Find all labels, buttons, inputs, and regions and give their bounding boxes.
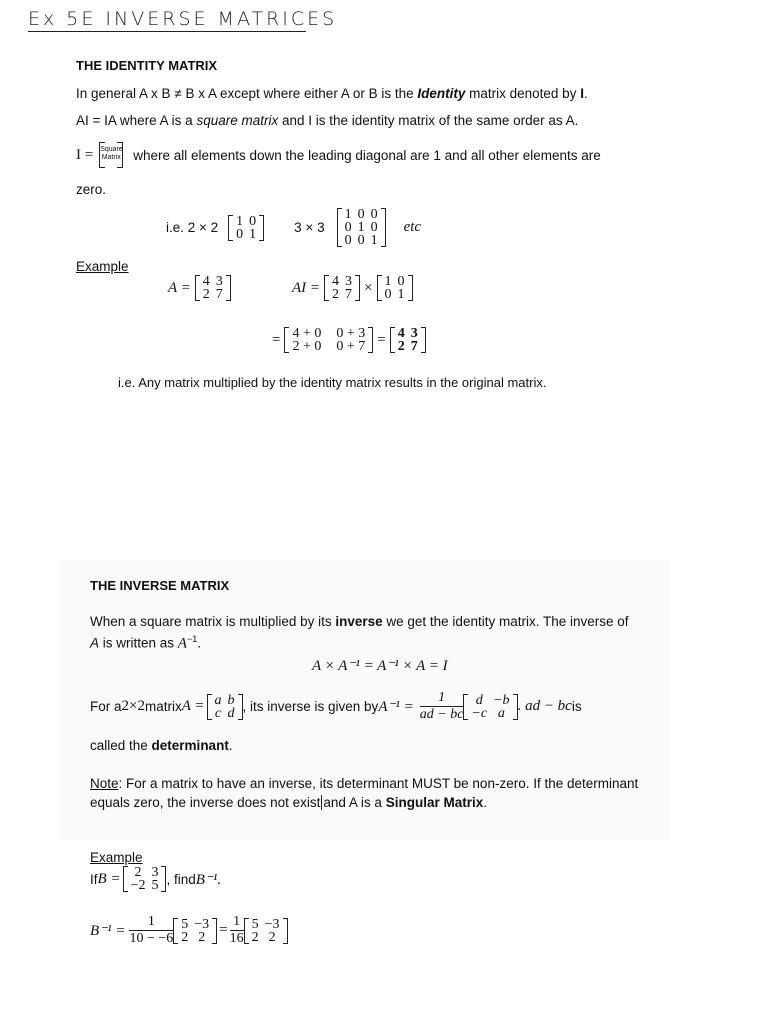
- inverse-title: THE INVERSE MATRIX: [90, 578, 230, 593]
- identity-line4: zero.: [76, 182, 107, 197]
- matrix-I3: [337, 208, 386, 247]
- matrix-result: [390, 327, 426, 353]
- identity-def-row: [76, 142, 601, 168]
- cell: 0: [357, 233, 365, 248]
- identity-example-label: Example: [76, 259, 129, 274]
- example-B-solution: [90, 914, 288, 947]
- cell: −b: [493, 692, 510, 708]
- cell: −2: [130, 878, 146, 893]
- B-inverse-equals: B⁻¹ =: [90, 923, 126, 939]
- AI-equals: AI =: [292, 279, 321, 296]
- text: Matrix: [101, 154, 121, 161]
- cell: 3: [151, 865, 159, 880]
- text: Square: [100, 146, 123, 153]
- cell: 1: [397, 287, 405, 302]
- text: Singular Matrix: [385, 795, 484, 810]
- determinant-line: [90, 738, 233, 753]
- identity-conclusion: i.e. Any matrix multiplied by the identity matrix results in the original matrix.: [118, 375, 547, 390]
- text: is: [571, 699, 582, 714]
- text: .: [228, 738, 233, 753]
- matrix-abcd: [207, 694, 243, 720]
- cell: 1: [357, 220, 365, 235]
- cell: 2: [202, 287, 210, 302]
- cell: 3: [410, 326, 418, 341]
- text: In general A x B ≠ B x A except where either A or B is the: [76, 86, 418, 101]
- cell: 4: [397, 326, 405, 341]
- cell: b: [227, 692, 235, 708]
- cell: 4: [332, 274, 340, 289]
- text: If: [90, 871, 98, 887]
- det-expression: . ad − bc: [517, 698, 572, 714]
- cell: 1: [370, 233, 378, 248]
- cell: 5: [181, 916, 189, 932]
- page-heading: Ex 5E INVERSE MATRICES: [28, 8, 338, 30]
- text: For a: [90, 699, 122, 714]
- text: we get the identity matrix. The inverse of: [382, 614, 629, 629]
- cell: −c: [471, 705, 488, 721]
- numerator: 1: [420, 690, 464, 707]
- matrix-adjB: [173, 918, 217, 944]
- cell: 5: [151, 878, 159, 893]
- text: called the: [90, 738, 152, 753]
- fraction-2: [230, 914, 244, 947]
- text: inverse: [335, 614, 383, 629]
- text: When a square matrix is multiplied by its: [90, 614, 336, 629]
- text: , find: [166, 871, 196, 887]
- identity-line1: [76, 86, 588, 101]
- cell: 2 + 0: [292, 339, 322, 354]
- I-equals: I =: [76, 146, 94, 163]
- text: square matrix: [196, 113, 279, 128]
- text: .: [197, 635, 201, 651]
- note-label: Note: [90, 776, 119, 791]
- text: : For a matrix to have an inverse, its determinant MUST be non-zero. If the determinant: [118, 776, 639, 791]
- equals: =: [377, 331, 386, 348]
- example-sum: [272, 327, 426, 353]
- text: determinant: [151, 738, 229, 753]
- etc: etc: [403, 219, 422, 235]
- text: and A is a: [323, 795, 386, 810]
- text: AI = IA where A is a: [76, 113, 197, 128]
- cell: 2: [251, 929, 259, 945]
- text: −1: [186, 634, 198, 644]
- identity-line2: [76, 113, 578, 128]
- note-line1: [90, 776, 638, 791]
- cell: 1: [384, 274, 392, 289]
- text: equals zero, the inverse does not exist: [90, 795, 321, 810]
- text: is written as: [99, 635, 178, 651]
- identity-title: THE IDENTITY MATRIX: [76, 58, 218, 73]
- text: matrix: [144, 699, 182, 714]
- cell: 0: [370, 207, 378, 222]
- cell: 1: [236, 213, 244, 229]
- matrix-B: [123, 866, 167, 892]
- equals: =: [219, 922, 228, 938]
- cell: 3: [345, 274, 353, 289]
- heading-underline: [28, 31, 306, 32]
- cell: 7: [215, 287, 223, 302]
- cell: 2: [134, 865, 142, 880]
- example-B: [90, 866, 221, 892]
- A-equals: A =: [181, 698, 205, 714]
- note-line2: [90, 795, 487, 810]
- cell: 2: [198, 929, 206, 945]
- inverse-p1: [90, 614, 629, 629]
- text: I: [580, 86, 584, 101]
- cell: 0: [370, 220, 378, 235]
- equals: =: [272, 331, 281, 348]
- cell: 2: [332, 287, 340, 302]
- text: Identity: [417, 86, 466, 101]
- text: A: [177, 635, 187, 652]
- cell: 0 + 7: [336, 339, 366, 354]
- cell: 0: [357, 207, 365, 222]
- matrix-A: [195, 275, 231, 301]
- matrix-sum: [284, 327, 373, 353]
- A-equals: A =: [168, 279, 191, 296]
- cell: 0: [249, 213, 257, 229]
- B-equals: B =: [97, 870, 121, 887]
- numerator: 1: [129, 914, 173, 931]
- inverse-example-label: Example: [90, 850, 143, 865]
- label-3x3: 3 × 3: [294, 220, 325, 235]
- matrix-adjB-2: [244, 918, 288, 944]
- matrix-I2: [228, 215, 264, 241]
- text: , its inverse is given by: [242, 699, 379, 714]
- text: and I is the identity matrix of the same order as A.: [278, 113, 579, 128]
- text: 2×2: [121, 698, 145, 714]
- text: .: [583, 86, 588, 101]
- matrix-I2-b: [377, 275, 413, 301]
- A-inverse-equals: A⁻¹ =: [378, 699, 414, 715]
- cell: 3: [215, 274, 223, 289]
- B-inverse: B⁻¹.: [195, 871, 222, 888]
- cell: 5: [251, 916, 259, 932]
- cell: 0: [236, 226, 244, 242]
- cell: 1: [249, 226, 257, 242]
- inverse-p2: [90, 634, 201, 653]
- denominator: ad − bc: [419, 707, 464, 722]
- cell: a: [497, 705, 505, 721]
- inverse-formula-row: [90, 690, 582, 723]
- cell: d: [475, 692, 483, 708]
- denominator: 16: [229, 931, 244, 946]
- cell: 0 + 3: [336, 326, 366, 341]
- numerator: 1: [230, 914, 244, 931]
- ie-2x2: i.e. 2 × 2: [166, 220, 219, 235]
- cell: 2: [181, 929, 189, 945]
- cell: −3: [194, 916, 210, 932]
- square-matrix-box: [99, 142, 123, 168]
- cell: 4: [202, 274, 210, 289]
- inverse-fraction: [420, 690, 464, 723]
- cell: 0: [384, 287, 392, 302]
- cell: 0: [397, 274, 405, 289]
- cell: 2: [268, 929, 276, 945]
- cell: 2: [397, 339, 405, 354]
- cell: −3: [264, 916, 280, 932]
- denominator: 10 − −6: [129, 931, 174, 946]
- cell: a: [214, 692, 222, 708]
- cell: 0: [344, 220, 352, 235]
- fraction-1: [129, 914, 173, 947]
- cell: 1: [344, 207, 352, 222]
- identity-examples: [166, 208, 421, 247]
- example-AI: [292, 275, 413, 301]
- matrix-adjugate: [463, 694, 517, 720]
- cell: c: [214, 705, 222, 721]
- cell: d: [227, 705, 235, 721]
- cell: 4 + 0: [292, 326, 322, 341]
- text: A: [90, 635, 100, 651]
- identity-line3: where all elements down the leading diagonal are 1 and all other elements are: [133, 147, 601, 163]
- matrix-A-copy: [324, 275, 360, 301]
- cell: 7: [345, 287, 353, 302]
- cell: 0: [344, 233, 352, 248]
- times-sign: ×: [364, 279, 373, 296]
- text: .: [483, 795, 487, 810]
- cell: 7: [410, 339, 418, 354]
- inverse-identity-eq: A × A⁻¹ = A⁻¹ × A = I: [312, 658, 448, 674]
- example-A: [168, 275, 231, 301]
- text: matrix denoted by: [465, 86, 581, 101]
